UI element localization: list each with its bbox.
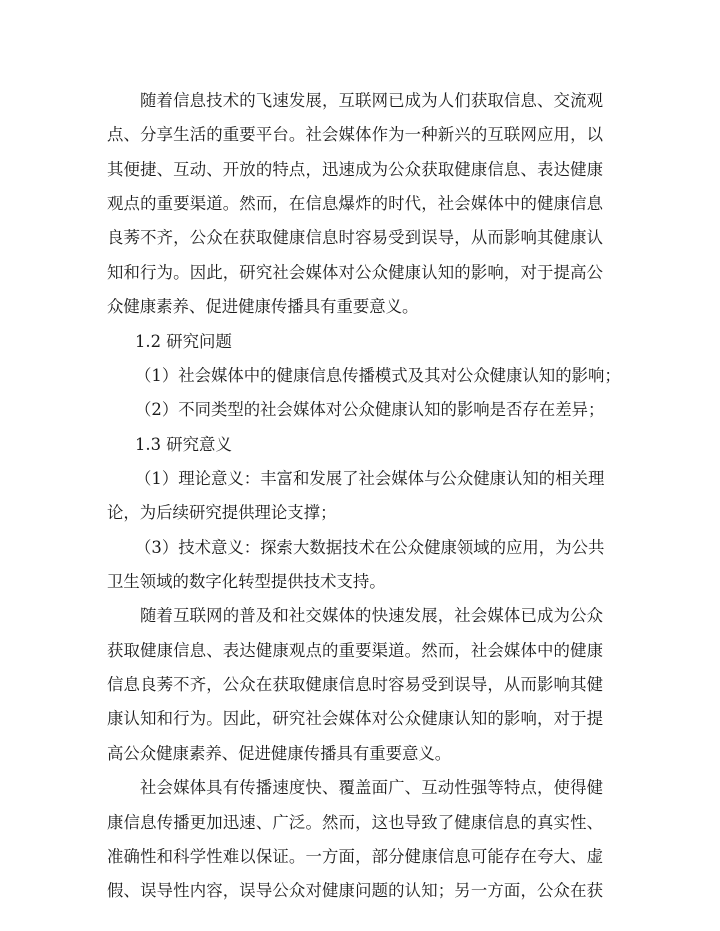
document-body <box>107 84 621 909</box>
text-line: 点、分享生活的重要平台。社会媒体作为一种新兴的互联网应用，以 <box>107 125 603 145</box>
text-line: 观点的重要渠道。然而，在信息爆炸的时代，社会媒体中的健康信息 <box>107 194 603 214</box>
text-line: 信息良莠不齐，公众在获取健康信息时容易受到误导，从而影响其健 <box>107 675 603 695</box>
text-line: 其便捷、互动、开放的特点，迅速成为公众获取健康信息、表达健康 <box>107 159 603 179</box>
text-line: 康信息传播更加迅速、广泛。然而，这也导致了健康信息的真实性、 <box>107 812 603 832</box>
text-line: 社会媒体具有传播速度快、覆盖面广、互动性强等特点，使得健 <box>140 778 603 798</box>
text-line: （2）不同类型的社会媒体对公众健康认知的影响是否存在差异； <box>135 400 605 420</box>
text-line: 获取健康信息、表达健康观点的重要渠道。然而，社会媒体中的健康 <box>107 640 603 660</box>
text-line: （3）技术意义：探索大数据技术在公众健康领域的应用，为公共 <box>135 537 605 557</box>
text-line: 知和行为。因此，研究社会媒体对公众健康认知的影响，对于提高公 <box>107 262 603 282</box>
text-line: 论，为后续研究提供理论支撑； <box>107 503 337 523</box>
text-line: 康认知和行为。因此，研究社会媒体对公众健康认知的影响，对于提 <box>107 709 603 729</box>
text-line: （1）社会媒体中的健康信息传播模式及其对公众健康认知的影响； <box>135 365 621 385</box>
text-line: 众健康素养、促进健康传播具有重要意义。 <box>107 297 419 317</box>
text-line: 良莠不齐，公众在获取健康信息时容易受到误导，从而影响其健康认 <box>107 228 603 248</box>
text-line: 卫生领域的数字化转型提供技术支持。 <box>107 572 386 592</box>
text-line: 准确性和科学性难以保证。一方面，部分健康信息可能存在夸大、虚 <box>107 846 603 866</box>
text-line: 随着信息技术的飞速发展，互联网已成为人们获取信息、交流观 <box>140 91 603 110</box>
text-line: 1.3 研究意义 <box>135 434 232 454</box>
text-line: 假、误导性内容，误导公众对健康问题的认知；另一方面，公众在获 <box>107 881 603 901</box>
text-line: 高公众健康素养、促进健康传播具有重要意义。 <box>107 743 452 763</box>
text-line: 1.2 研究问题 <box>135 331 232 351</box>
text-line: 随着互联网的普及和社交媒体的快速发展，社会媒体已成为公众 <box>140 606 603 626</box>
text-line: （1）理论意义：丰富和发展了社会媒体与公众健康认知的相关理 <box>135 468 605 488</box>
